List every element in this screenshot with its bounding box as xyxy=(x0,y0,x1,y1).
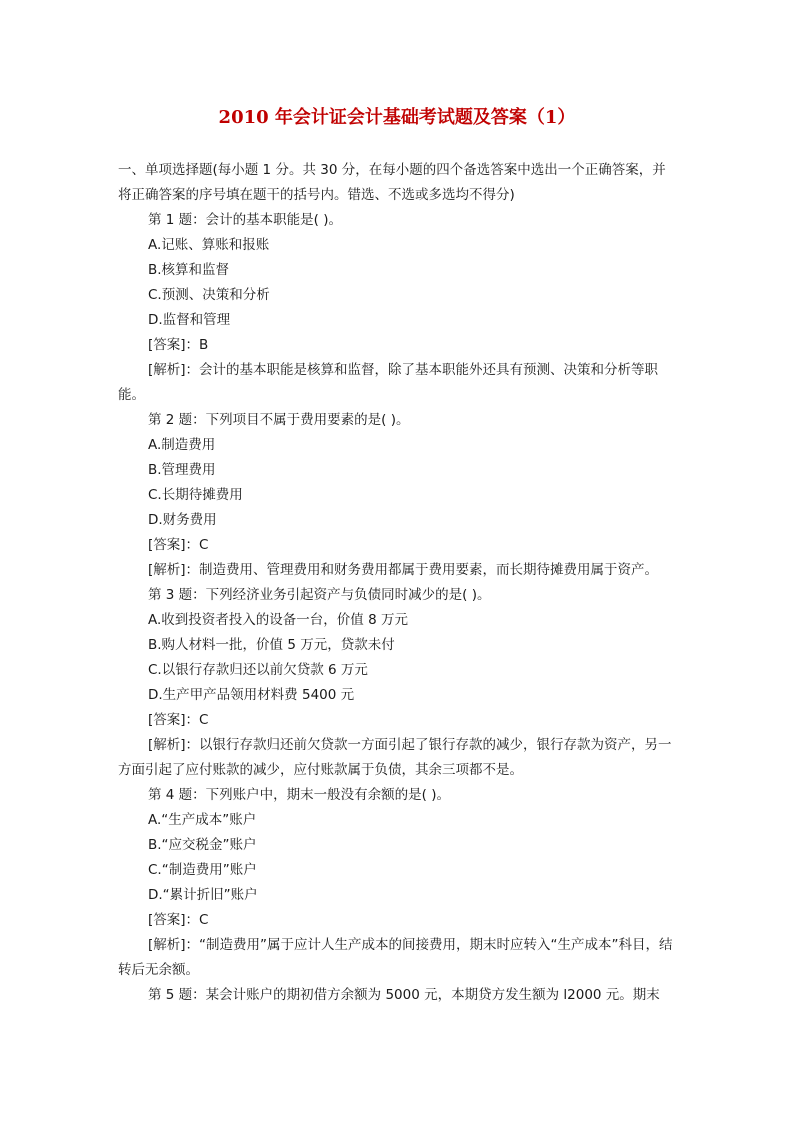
option: B.核算和监督 xyxy=(148,262,230,278)
option: C.预测、决策和分析 xyxy=(148,287,270,303)
analysis: [解析]：“制造费用”属于应计人生产成本的间接费用，期末时应转入“生产成本”科目，结转后无余额。 xyxy=(118,937,673,978)
analysis: [解析]：制造费用、管理费用和财务费用都属于费用要素，而长期待摊费用属于资产。 xyxy=(148,562,659,578)
analysis: [解析]：会计的基本职能是核算和监督，除了基本职能外还具有预测、决策和分析等职能。 xyxy=(118,362,659,403)
option: A.“生产成本”账户 xyxy=(148,812,257,828)
question-stem: 第 3 题：下列经济业务引起资产与负债同时减少的是( )。 xyxy=(148,587,491,603)
option: A.记账、算账和报账 xyxy=(148,237,270,253)
option: C.以银行存款归还以前欠贷款 6 万元 xyxy=(148,662,368,678)
option: D.生产甲产品领用材料费 5400 元 xyxy=(148,687,355,703)
option: A.收到投资者投入的设备一台，价值 8 万元 xyxy=(148,612,408,628)
option: D.财务费用 xyxy=(148,512,217,528)
option: B.“应交税金”账户 xyxy=(148,837,257,853)
option: B.购人材料一批，价值 5 万元，贷款未付 xyxy=(148,637,395,653)
analysis: [解析]：以银行存款归还前欠贷款一方面引起了银行存款的减少，银行存款为资产，另一方面引起了应付账款的减少，应付账款属于负债，其余三项都不是。 xyxy=(118,737,672,778)
option: D.监督和管理 xyxy=(148,312,231,328)
question-stem: 第 2 题：下列项目不属于费用要素的是( )。 xyxy=(148,412,410,428)
answer: [答案]：C xyxy=(148,712,209,728)
option: A.制造费用 xyxy=(148,437,216,453)
section-intro: 一、单项选择题(每小题 1 分。共 30 分，在每小题的四个备选答案中选出一个正确答案，并将正确答案的序号填在题干的括号内。错选、不选或多选均不得分) xyxy=(118,162,666,203)
option: C.长期待摊费用 xyxy=(148,487,243,503)
question-stem: 第 1 题：会计的基本职能是( )。 xyxy=(148,212,342,228)
option: B.管理费用 xyxy=(148,462,216,478)
option: C.“制造费用”账户 xyxy=(148,862,257,878)
question-stem: 第 5 题：某会计账户的期初借方余额为 5000 元，本期贷方发生额为 l2000 元。期末 xyxy=(148,987,660,1003)
answer: [答案]：C xyxy=(148,912,209,928)
document-body xyxy=(118,158,678,1008)
question-stem: 第 4 题：下列账户中，期末一般没有余额的是( )。 xyxy=(148,787,450,803)
answer: [答案]：C xyxy=(148,537,209,553)
page-title: 2010 年会计证会计基础考试题及答案（1） xyxy=(218,107,576,128)
option: D.“累计折旧”账户 xyxy=(148,887,258,903)
answer: [答案]：B xyxy=(148,337,209,353)
